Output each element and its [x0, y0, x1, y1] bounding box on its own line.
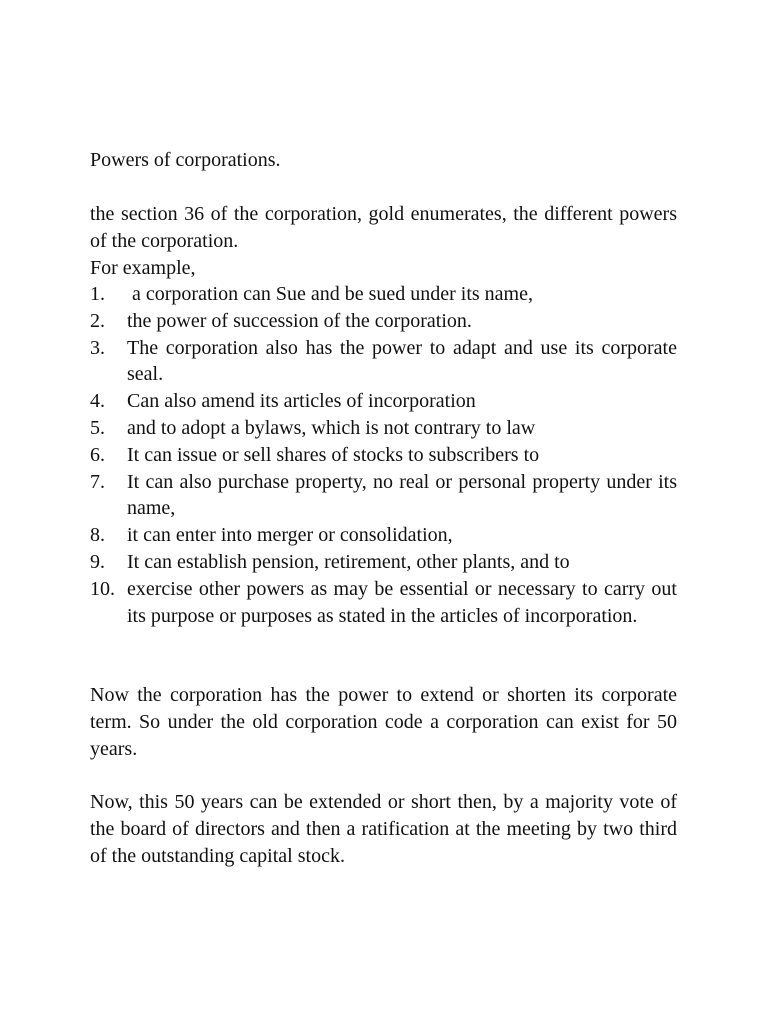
- list-item-number: 2.: [90, 309, 105, 332]
- body-paragraph-1: Now the corporation has the power to extend or shorten its corporate term. So under the old corporation code a corporation can exist for 50 years.: [90, 684, 677, 760]
- list-item: [90, 281, 677, 308]
- list-item: [90, 388, 677, 415]
- list-item-number: 10.: [90, 577, 115, 600]
- list-item-number: 6.: [90, 443, 105, 466]
- list-item-number: 7.: [90, 470, 105, 493]
- list-item: [90, 549, 677, 576]
- list-item-text: and to adopt a bylaws, which is not contrary to law: [127, 416, 536, 439]
- list-item-text: It can also purchase property, no real or personal property under its name,: [127, 470, 677, 520]
- list-item-text: exercise other powers as may be essential or necessary to carry out its purpose or purposes as stated in the articles of incorporation.: [127, 577, 677, 627]
- list-item-text: the power of succession of the corporation.: [127, 309, 472, 332]
- list-item-number: 3.: [90, 336, 105, 359]
- intro-paragraph: [90, 201, 677, 281]
- list-item-text: The corporation also has the power to adapt and use its corporate seal.: [127, 336, 677, 386]
- list-item-text: Can also amend its articles of incorporation: [127, 390, 476, 413]
- list-item-text: a corporation can Sue and be sued under its name,: [132, 283, 533, 305]
- list-item: [90, 335, 677, 389]
- body-paragraph-2: Now, this 50 years can be extended or short then, by a majority vote of the board of directors and then a ratification at the meeting by two third of the outstanding capital stock.: [90, 791, 677, 867]
- example-lead: For example,: [90, 256, 196, 279]
- list-item-number: 8.: [90, 524, 105, 547]
- list-item: [90, 442, 677, 469]
- intro-text: the section 36 of the corporation, gold enumerates, the different powers of the corporation.: [90, 203, 677, 252]
- list-item-number: 1.: [90, 283, 105, 305]
- list-item-text: It can establish pension, retirement, other plants, and to: [127, 550, 570, 573]
- list-item-number: 4.: [90, 390, 105, 413]
- list-item: [90, 308, 677, 335]
- powers-list: [90, 281, 677, 629]
- list-item-number: 5.: [90, 416, 105, 439]
- list-item: [90, 576, 677, 630]
- list-item-number: 9.: [90, 550, 105, 573]
- list-item-text: It can issue or sell shares of stocks to subscribers to: [127, 443, 540, 466]
- powers-list-block: [90, 281, 677, 629]
- list-item-text: it can enter into merger or consolidation,: [127, 524, 453, 547]
- list-item: [90, 522, 677, 549]
- list-item: [90, 469, 677, 523]
- document-heading: Powers of corporations.: [90, 149, 281, 171]
- list-item: [90, 415, 677, 442]
